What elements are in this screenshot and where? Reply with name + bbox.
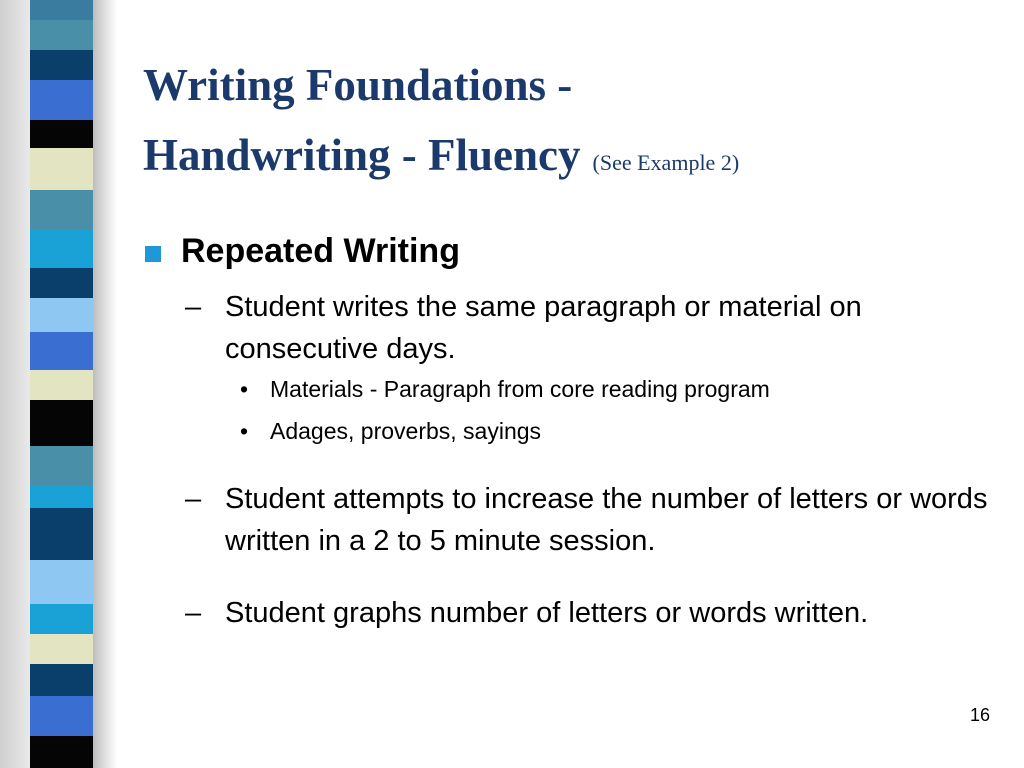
detail-text: Adages, proverbs, sayings xyxy=(270,418,542,444)
square-bullet-icon xyxy=(145,246,161,262)
title-line-2 xyxy=(143,120,1003,198)
strip-block xyxy=(30,298,100,332)
sub-bullet-text: Student graphs number of letters or words written. xyxy=(225,597,869,629)
dot-glyph: • xyxy=(240,418,249,444)
strip-block xyxy=(30,120,100,148)
strip-block xyxy=(30,400,100,446)
strip-block xyxy=(30,664,100,696)
strip-block xyxy=(30,446,100,486)
sub-bullet-text: Student attempts to increase the number of letters or words written in a 2 to 5 minute session. xyxy=(225,483,988,557)
dash-glyph: – xyxy=(185,291,202,323)
strip-block xyxy=(30,486,100,508)
dash-glyph: – xyxy=(185,483,202,515)
dot-glyph: • xyxy=(240,376,249,402)
decorative-strip-shadow xyxy=(0,0,30,768)
page-number: 16 xyxy=(969,705,990,725)
title-line-1: Writing Foundations - xyxy=(143,60,573,110)
strip-block xyxy=(30,190,100,230)
strip-block xyxy=(30,148,100,190)
strip-block xyxy=(30,80,100,120)
strip-block xyxy=(30,696,100,736)
strip-block xyxy=(30,20,100,50)
dash-glyph: – xyxy=(185,597,202,629)
strip-block xyxy=(30,230,100,268)
decorative-strip xyxy=(30,0,100,768)
strip-block xyxy=(30,508,100,560)
strip-block xyxy=(30,736,100,768)
slide-title xyxy=(143,50,1003,198)
bullet-label: Repeated Writing xyxy=(181,232,460,270)
strip-block xyxy=(30,268,100,298)
strip-block xyxy=(30,560,100,604)
strip-block xyxy=(30,0,100,20)
sub-bullet-text: Student writes the same paragraph or material on consecutive days. xyxy=(225,291,862,365)
strip-block xyxy=(30,604,100,634)
strip-block xyxy=(30,634,100,664)
decorative-strip-edge xyxy=(93,0,117,768)
strip-block xyxy=(30,370,100,400)
detail-text: Materials - Paragraph from core reading program xyxy=(270,376,770,402)
strip-block xyxy=(30,50,100,80)
title-note: (See Example 2) xyxy=(592,150,740,175)
strip-block xyxy=(30,332,100,370)
title-line-2-text: Handwriting - Fluency xyxy=(143,130,581,180)
